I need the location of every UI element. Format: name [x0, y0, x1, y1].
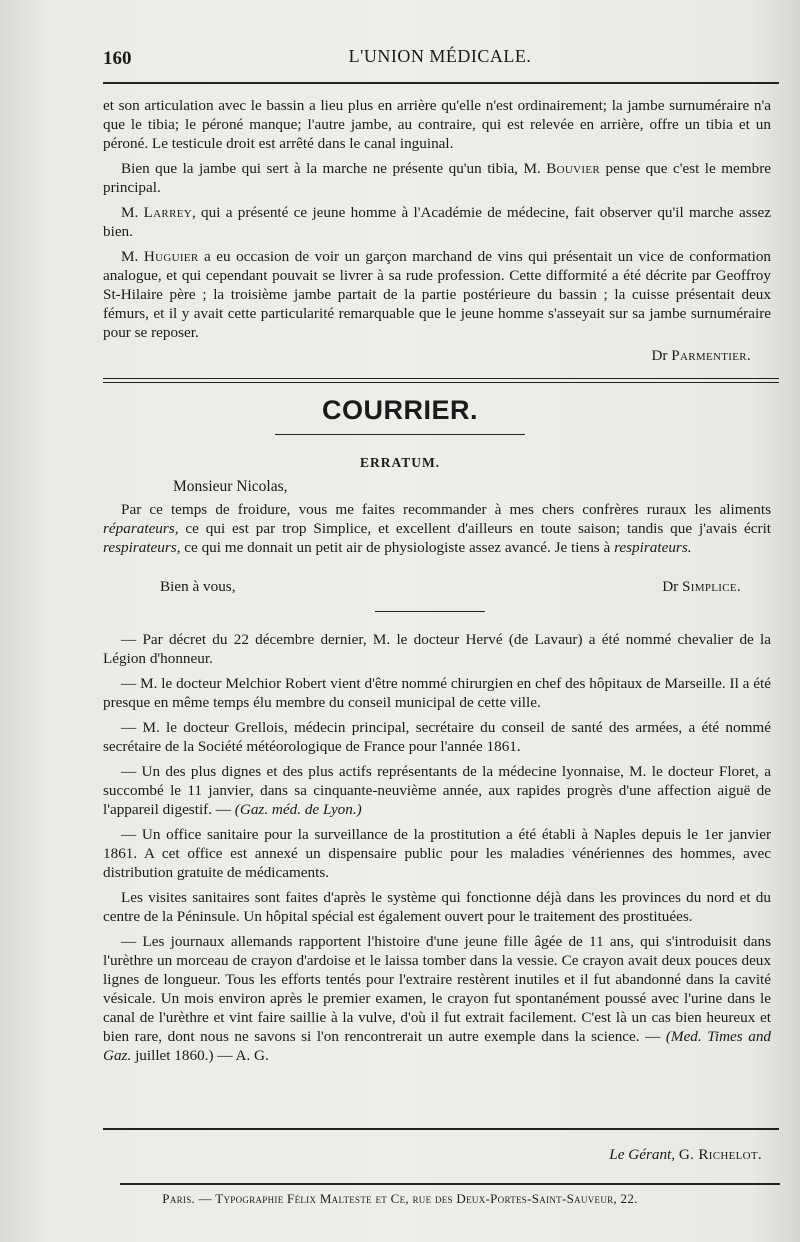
- footer-rule: [120, 1183, 780, 1185]
- printer-imprint: Paris. — Typographie Félix Malteste et Ce, rue des Deux-Portes-Saint-Sauveur, 22.: [162, 1191, 638, 1206]
- news-item: Les visites sanitaires sont faites d'après le système qui fonctionne déjà dans les provinces du nord et du centre de la Péninsule. Un hôpital spécial est également ouvert pour le traitement des prostituées.: [103, 889, 771, 925]
- subheading: ERRATUM.: [359, 455, 441, 470]
- header-rule: [103, 82, 779, 84]
- heading-underline: [275, 434, 525, 435]
- news-item: — M. le docteur Grellois, médecin principal, secrétaire du conseil de santé des armées, a été nommé secrétaire de la Société météorologique de France pour l'année 1861.: [103, 719, 771, 755]
- page-header: [100, 46, 780, 76]
- section-rule: [103, 378, 779, 379]
- paragraph: M. Larrey, qui a présenté ce jeune homme à l'Académie de médecine, fait observer qu'il marche assez bien.: [103, 204, 771, 240]
- erratum-letter: [103, 500, 771, 557]
- case-report-text: [103, 96, 771, 365]
- section-rule: [103, 382, 779, 383]
- paragraph: M. Huguier a eu occasion de voir un garçon marchand de vins qui présentait un vice de conformation analogue, et qui cependant pouvait se livrer à sa rude profession. Cette difformité a été décrite par Geoffroy St-Hilaire père ; la troisième jambe partait de la partie postérieure du bassin ; la cuisse présentait deux fémurs, et il y avait cette particularité remarquable que le jeune homme s'asseyait sur sa jambe surnuméraire pour se reposer.: [103, 248, 772, 341]
- section-heading: COURRIER.: [321, 395, 478, 425]
- paragraph: et son articulation avec le bassin a lieu plus en arrière qu'elle n'est ordinairement; la jambe surnuméraire n'a que le tibia; le péroné manque; l'autre jambe, au contraire, qui est relevée en arrière, offre un tibia et un péroné. Le testicule droit est arrêté dans le canal inguinal.: [103, 97, 771, 152]
- letter-salutation: Monsieur Nicolas,: [173, 478, 288, 495]
- page-number: 160: [103, 48, 132, 69]
- separator: [375, 611, 485, 612]
- author-signature: Dr Parmentier.: [651, 347, 751, 364]
- news-item: — Un des plus dignes et des plus actifs représentants de la médecine lyonnaise, M. le docteur Floret, a succombé le 11 janvier, dans sa cinquante-neuvième année, aux rapides progrès d'une affection aiguë de l'appareil digestif. — (Gaz. méd. de Lyon.): [103, 763, 771, 818]
- running-title: L'UNION MÉDICALE.: [348, 46, 532, 66]
- letter-signature: Dr Simplice.: [662, 578, 741, 595]
- letter-closing: Bien à vous,: [160, 578, 236, 595]
- news-item: — M. le docteur Melchior Robert vient d'être nommé chirurgien en chef des hôpitaux de Marseille. Il a été presque en même temps élu membre du conseil municipal de cette ville.: [103, 675, 771, 711]
- news-items: [103, 630, 771, 1071]
- paragraph: Par ce temps de froidure, vous me faites recommander à mes chers confrères ruraux les aliments réparateurs, ce qui est par trop Simplice, et excellent d'ailleurs en toute saison; tandis que j'avais écrit respirateurs, ce qui me donnait un petit air de physiologiste assez avancé. Je tiens à respirateurs.: [103, 501, 772, 556]
- paragraph: Bien que la jambe qui sert à la marche ne présente qu'un tibia, M. Bouvier pense que c'est le membre principal.: [103, 160, 772, 196]
- news-item: — Par décret du 22 décembre dernier, M. le docteur Hervé (de Lavaur) a été nommé chevalier de la Légion d'honneur.: [103, 631, 771, 667]
- footer-rule: [103, 1128, 779, 1130]
- news-item: — Les journaux allemands rapportent l'histoire d'une jeune fille âgée de 11 ans, qui s'introduisit dans l'urèthre un morceau de crayon d'ardoise et le laissa tomber dans la vessie. Ce crayon avait deux pouces deux lignes de longueur. Tous les efforts tentés pour l'extraire restèrent inutiles et il fut abandonné dans la cavité vésicale. Un mois environ après le premier examen, le crayon fut spontanément poussé avec l'urine dans le canal de l'urèthre et vint faire saillie à la vulve, d'où il fut extrait facilement. C'est là un cas bien heureux et bien rare, dont nous ne savons si l'on rencontrerait un autre exemple dans la science. — (Med. Times and Gaz. juillet 1860.) — A. G.: [103, 933, 772, 1064]
- news-item: — Un office sanitaire pour la surveillance de la prostitution a été établi à Naples depuis le 1er janvier 1861. A cet office est annexé un dispensaire public pour les maladies vénériennes des hommes, avec distribution gratuite de médicaments.: [103, 826, 771, 881]
- gerant-signature: Le Gérant, G. Richelot.: [609, 1146, 762, 1163]
